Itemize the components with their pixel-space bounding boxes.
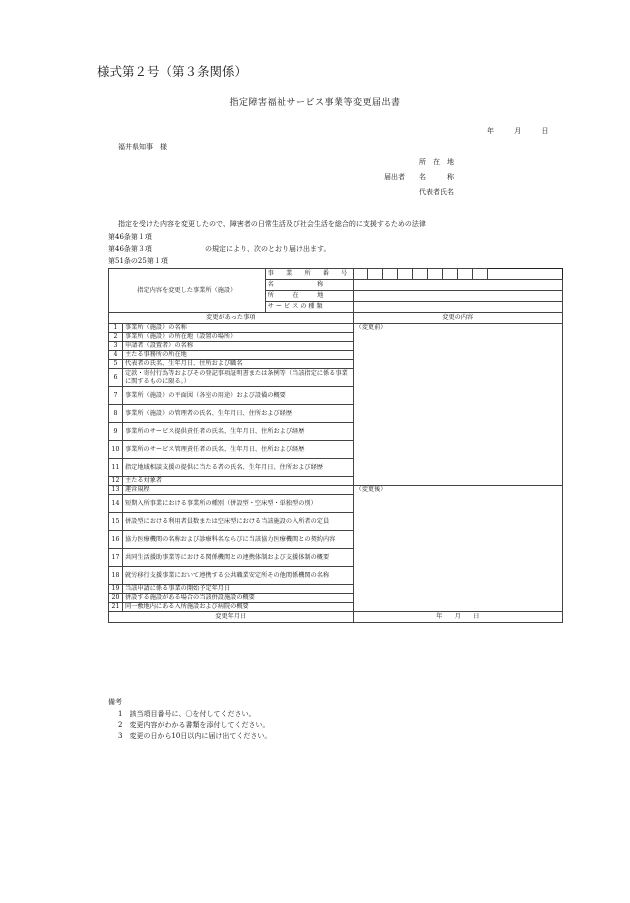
law-suffix: の規定により、次のとおり届け出ます。 — [205, 245, 331, 253]
service-type-label: サ ー ビ ス の 種 類 — [265, 302, 353, 313]
office-section-label: 指定内容を変更した事業所（施設） — [109, 269, 266, 313]
item-number[interactable]: 10 — [109, 441, 123, 459]
item-text: 同一敷地内にある入所施設および病院の概要 — [122, 603, 353, 612]
change-form-table — [108, 268, 563, 623]
item-number[interactable]: 8 — [109, 405, 123, 423]
office-name-field[interactable] — [353, 280, 562, 291]
item-text: 当該申請に係る事業の開始予定年月日 — [122, 585, 353, 594]
law-article-2: 第46条第３項 — [108, 245, 152, 253]
office-location-field[interactable] — [353, 291, 562, 302]
office-number-box[interactable] — [368, 269, 383, 280]
item-number[interactable]: 13 — [109, 486, 123, 495]
item-number[interactable]: 11 — [109, 459, 123, 477]
item-number[interactable]: 14 — [109, 495, 123, 513]
item-text: 就労移行支援事業において連携する公共職業安定所その他関係機関の名称 — [122, 567, 353, 585]
item-text: 定款・寄付行為等およびその登記事項証明書または条例等（当該指定に係る事業に関するものに限る。） — [122, 369, 353, 387]
document-title: 指定障害福祉サービス事業等変更届出書 — [229, 98, 401, 108]
item-number[interactable]: 5 — [109, 360, 123, 369]
item-number[interactable]: 7 — [109, 387, 123, 405]
item-text: 共同生活援助事業等における関係機関との連携体制および支援体制の概要 — [122, 549, 353, 567]
notes-heading: 備考 — [108, 698, 122, 706]
item-number[interactable]: 4 — [109, 351, 123, 360]
item-text: 併設する施設がある場合の当該併設施設の概要 — [122, 594, 353, 603]
applicant-group-label: 届出者 — [384, 173, 405, 181]
submission-date[interactable]: 年 月 日 — [487, 127, 549, 135]
item-text: 運営規程 — [122, 486, 353, 495]
table-row — [109, 486, 563, 495]
item-text: 協力医療機関の名称および診療科名ならびに当該協力医療機関との契約内容 — [122, 531, 353, 549]
item-text: 指定地域相談支援の提供に当たる者の氏名、生年月日、住所および経歴 — [122, 459, 353, 477]
item-number[interactable]: 19 — [109, 585, 123, 594]
item-text: 事業所（施設）の所在地（設置の場所） — [122, 333, 353, 342]
item-number[interactable]: 3 — [109, 342, 123, 351]
item-text: 事業所（施設）の管理者の氏名、生年月日、住所および経歴 — [122, 405, 353, 423]
item-text: 事業所（施設）の平面図（各室の用途）および設備の概要 — [122, 387, 353, 405]
note-item: 2 変更内容がわかる書類を添付してください。 — [118, 721, 270, 729]
office-name-label: 名 称 — [265, 280, 353, 291]
item-number[interactable]: 16 — [109, 531, 123, 549]
office-number-label: 事 業 所 番 号 — [265, 269, 353, 280]
item-number[interactable]: 12 — [109, 477, 123, 486]
item-text: 主たる対象者 — [122, 477, 353, 486]
item-number[interactable]: 1 — [109, 324, 123, 333]
item-number[interactable]: 18 — [109, 567, 123, 585]
content-after-area[interactable]: （変更後） — [353, 486, 562, 612]
office-number-box[interactable] — [458, 269, 473, 280]
note-item: 1 該当項目番号に、〇を付してください。 — [118, 710, 256, 718]
office-number-box[interactable] — [398, 269, 413, 280]
change-date-header: 変更年月日 — [109, 612, 354, 623]
item-text: 短期入所事業における事業所の種別（併設型・空床型・単独型の別） — [122, 495, 353, 513]
item-text: 事業所（施設）の名称 — [122, 324, 353, 333]
form-number: 様式第２号（第３条関係） — [97, 64, 248, 79]
item-number[interactable]: 21 — [109, 603, 123, 612]
item-text: 事業所のサービス管理責任者の氏名、生年月日、住所および経歴 — [122, 441, 353, 459]
office-number-box[interactable] — [413, 269, 428, 280]
items-header: 変更があった事項 — [109, 313, 354, 324]
content-header: 変更の内容 — [353, 313, 562, 324]
item-number[interactable]: 6 — [109, 369, 123, 387]
item-text: 併設型における利用者員数または空床型における当該施設の入所者の定員 — [122, 513, 353, 531]
statement-line: 指定を受けた内容を変更したので、障害者の日常生活及び社会生活を総合的に支援するための法律 — [118, 220, 426, 228]
office-number-box[interactable] — [383, 269, 398, 280]
spacer — [488, 269, 563, 280]
office-number-box[interactable] — [443, 269, 458, 280]
office-number-box[interactable] — [428, 269, 443, 280]
applicant-rep-label: 代表者氏名 — [419, 188, 454, 196]
note-item: 3 変更の日から10日以内に届け出てください。 — [118, 732, 272, 740]
item-text: 申請者（設置者）の名称 — [122, 342, 353, 351]
applicant-address-label: 所 在 地 — [419, 158, 454, 166]
law-article-3: 第51条の25第１項 — [108, 257, 168, 265]
item-text: 主たる事務所の所在地 — [122, 351, 353, 360]
service-type-field[interactable] — [353, 302, 562, 313]
office-number-box[interactable] — [353, 269, 368, 280]
item-number[interactable]: 2 — [109, 333, 123, 342]
content-before-area[interactable]: （変更前） — [353, 324, 562, 486]
table-row — [109, 324, 563, 333]
item-number[interactable]: 20 — [109, 594, 123, 603]
law-article-1: 第46条第１項 — [108, 233, 152, 241]
item-text: 代表者の氏名、生年月日、住所および職名 — [122, 360, 353, 369]
office-location-label: 所 在 地 — [265, 291, 353, 302]
item-number[interactable]: 17 — [109, 549, 123, 567]
office-number-box[interactable] — [473, 269, 488, 280]
item-number[interactable]: 9 — [109, 423, 123, 441]
applicant-name-label: 名 称 — [419, 173, 454, 181]
item-number[interactable]: 15 — [109, 513, 123, 531]
addressee: 福井県知事 様 — [118, 143, 167, 151]
item-text: 事業所のサービス提供責任者の氏名、生年月日、住所および経歴 — [122, 423, 353, 441]
change-date-field[interactable]: 年 月 日 — [353, 612, 562, 623]
